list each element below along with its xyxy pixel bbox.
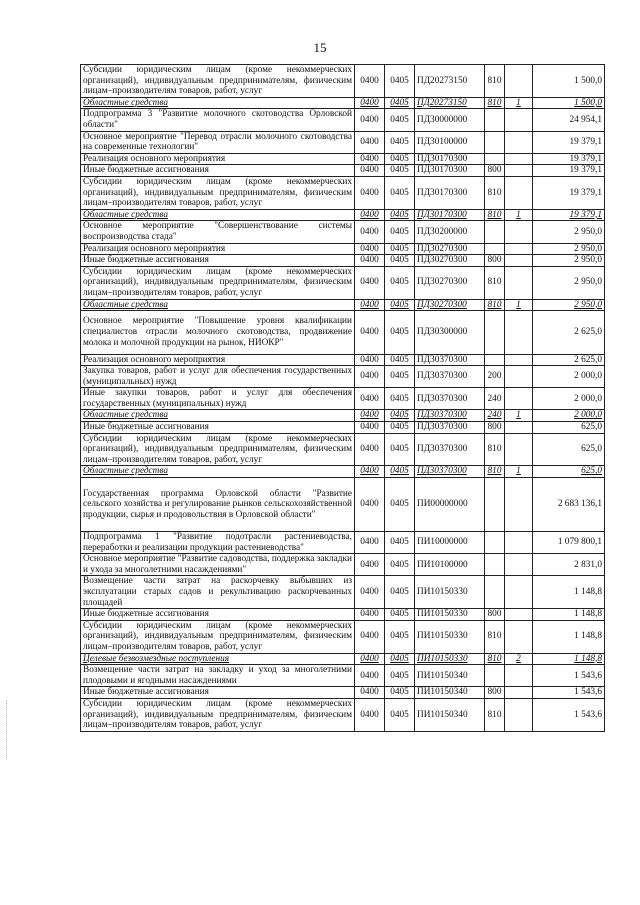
table-row (81, 65, 605, 98)
code-source (505, 433, 533, 466)
code-expense-type: 240 (485, 410, 505, 422)
row-name: Субсидии юридическим лицам (кроме некоммерческих организаций), индивидуальным предпринимателям, физическим лицам–производителям товаров, работ, услуг (81, 176, 355, 209)
row-name: Областные средства (81, 466, 355, 478)
code-ved: 0400 (355, 65, 385, 98)
row-name: Возмещение части затрат на раскорчевку выбывших из эксплуатации старых садов и рекультивацию раскорчеванных площадей (81, 576, 355, 609)
code-target: ПД30270300 (415, 255, 485, 267)
code-expense-type: 810 (485, 266, 505, 299)
row-amount: 19 379,1 (533, 165, 605, 177)
source-row (81, 299, 605, 311)
row-name: Реализация основного мероприятия (81, 153, 355, 165)
code-expense-type: 800 (485, 609, 505, 621)
table-row (81, 478, 605, 532)
code-ved: 0400 (355, 209, 385, 221)
code-expense-type: 810 (485, 620, 505, 653)
code-target: ПД20273150 (415, 65, 485, 98)
code-ved: 0400 (355, 422, 385, 434)
code-expense-type (485, 221, 505, 243)
code-ved: 0400 (355, 176, 385, 209)
code-razdel: 0405 (385, 255, 415, 267)
table-row (81, 366, 605, 388)
row-amount: 1 079 800,1 (533, 532, 605, 554)
code-source (505, 554, 533, 576)
row-name: Основное мероприятие "Повышение уровня квалификации специалистов отрасли молочного скотоводства, продвижение молока и молочной продукции на рынок, НИОКР" (81, 311, 355, 354)
code-razdel: 0405 (385, 176, 415, 209)
code-razdel: 0405 (385, 311, 415, 354)
code-razdel: 0405 (385, 97, 415, 109)
code-source (505, 388, 533, 410)
table-row (81, 165, 605, 177)
code-source (505, 422, 533, 434)
row-amount: 2 625,0 (533, 311, 605, 354)
code-source (505, 65, 533, 98)
row-name: Основное мероприятие "Совершенствование системы воспроизводства стада" (81, 221, 355, 243)
source-row (81, 410, 605, 422)
code-expense-type (485, 554, 505, 576)
code-source (505, 109, 533, 131)
code-source (505, 176, 533, 209)
code-target: ПИ10150330 (415, 576, 485, 609)
table-row (81, 109, 605, 131)
code-expense-type (485, 311, 505, 354)
table-row (81, 311, 605, 354)
row-name: Областные средства (81, 209, 355, 221)
row-amount: 2 625,0 (533, 354, 605, 366)
code-expense-type: 810 (485, 209, 505, 221)
row-amount: 2 950,0 (533, 299, 605, 311)
table-row (81, 354, 605, 366)
code-source (505, 165, 533, 177)
code-razdel: 0405 (385, 299, 415, 311)
row-amount: 24 954,1 (533, 109, 605, 131)
row-amount: 2 683 136,1 (533, 478, 605, 532)
code-source: 1 (505, 410, 533, 422)
row-amount: 1 500,0 (533, 65, 605, 98)
code-ved: 0400 (355, 388, 385, 410)
table-row (81, 665, 605, 687)
code-source (505, 153, 533, 165)
row-amount: 1 148,8 (533, 620, 605, 653)
page-number: 15 (313, 40, 327, 55)
table-row (81, 532, 605, 554)
table-row (81, 554, 605, 576)
code-source (505, 576, 533, 609)
row-name: Субсидии юридическим лицам (кроме некоммерческих организаций), индивидуальным предпринимателям, физическим лицам–производителям товаров, работ, услуг (81, 266, 355, 299)
row-name: Субсидии юридическим лицам (кроме некоммерческих организаций), индивидуальным предпринимателям, физическим лицам–производителям товаров, работ, услуг (81, 65, 355, 98)
code-razdel: 0405 (385, 422, 415, 434)
scan-margin-mark (6, 700, 9, 760)
code-ved: 0400 (355, 478, 385, 532)
row-name: Иные закупки товаров, работ и услуг для обеспечения государственных (муниципальных) нужд (81, 388, 355, 410)
code-target: ПД30370300 (415, 433, 485, 466)
row-amount: 19 379,1 (533, 153, 605, 165)
code-ved: 0400 (355, 609, 385, 621)
table-row (81, 255, 605, 267)
code-expense-type: 200 (485, 366, 505, 388)
table-row (81, 609, 605, 621)
code-expense-type: 810 (485, 466, 505, 478)
code-ved: 0400 (355, 620, 385, 653)
code-razdel: 0405 (385, 410, 415, 422)
code-ved: 0400 (355, 165, 385, 177)
code-source (505, 698, 533, 731)
code-target: ПД20273150 (415, 97, 485, 109)
row-amount: 2 950,0 (533, 221, 605, 243)
code-source (505, 243, 533, 255)
budget-table (80, 64, 605, 732)
code-ved: 0400 (355, 266, 385, 299)
row-name: Областные средства (81, 97, 355, 109)
row-amount: 2 000,0 (533, 366, 605, 388)
table-row (81, 266, 605, 299)
row-amount: 19 379,1 (533, 209, 605, 221)
source-row (81, 209, 605, 221)
code-expense-type: 800 (485, 165, 505, 177)
code-source (505, 354, 533, 366)
table-row (81, 176, 605, 209)
code-razdel: 0405 (385, 576, 415, 609)
table-row (81, 576, 605, 609)
row-amount: 19 379,1 (533, 176, 605, 209)
code-ved: 0400 (355, 433, 385, 466)
row-amount: 625,0 (533, 466, 605, 478)
row-name: Иные бюджетные ассигнования (81, 255, 355, 267)
code-expense-type (485, 576, 505, 609)
code-expense-type: 810 (485, 176, 505, 209)
row-amount: 2 000,0 (533, 388, 605, 410)
code-expense-type: 240 (485, 388, 505, 410)
source-row (81, 97, 605, 109)
code-source (505, 665, 533, 687)
code-target: ПД30270300 (415, 243, 485, 255)
table-row (81, 388, 605, 410)
row-amount: 19 379,1 (533, 131, 605, 153)
code-razdel: 0405 (385, 665, 415, 687)
table-row (81, 153, 605, 165)
code-target: ПД30370300 (415, 366, 485, 388)
row-name: Иные бюджетные ассигнования (81, 687, 355, 699)
code-razdel: 0405 (385, 266, 415, 299)
code-razdel: 0405 (385, 687, 415, 699)
code-ved: 0400 (355, 653, 385, 665)
code-source: 1 (505, 466, 533, 478)
row-name: Основное мероприятие "Перевод отрасли молочного скотоводства на современные технологии" (81, 131, 355, 153)
code-target: ПД30370300 (415, 354, 485, 366)
code-source (505, 311, 533, 354)
code-source (505, 366, 533, 388)
code-expense-type (485, 243, 505, 255)
code-expense-type: 800 (485, 422, 505, 434)
code-source: 1 (505, 209, 533, 221)
code-ved: 0400 (355, 153, 385, 165)
code-expense-type: 810 (485, 299, 505, 311)
code-razdel: 0405 (385, 366, 415, 388)
code-ved: 0400 (355, 410, 385, 422)
table-row (81, 698, 605, 731)
code-source: 1 (505, 299, 533, 311)
row-name: Областные средства (81, 299, 355, 311)
table-row (81, 221, 605, 243)
row-amount: 2 950,0 (533, 266, 605, 299)
row-name: Закупка товаров, работ и услуг для обеспечения государственных (муниципальных) нужд (81, 366, 355, 388)
code-razdel: 0405 (385, 532, 415, 554)
code-ved: 0400 (355, 532, 385, 554)
row-name: Субсидии юридическим лицам (кроме некоммерческих организаций), индивидуальным предпринимателям, физическим лицам–производителям товаров, работ, услуг (81, 433, 355, 466)
code-expense-type (485, 478, 505, 532)
row-name: Иные бюджетные ассигнования (81, 422, 355, 434)
row-amount: 2 950,0 (533, 243, 605, 255)
code-expense-type (485, 131, 505, 153)
code-source (505, 532, 533, 554)
code-ved: 0400 (355, 299, 385, 311)
row-name: Реализация основного мероприятия (81, 243, 355, 255)
row-amount: 1 148,8 (533, 576, 605, 609)
code-target: ПИ10150330 (415, 609, 485, 621)
code-ved: 0400 (355, 554, 385, 576)
code-razdel: 0405 (385, 609, 415, 621)
code-expense-type: 810 (485, 97, 505, 109)
row-amount: 625,0 (533, 422, 605, 434)
code-source (505, 609, 533, 621)
code-source (505, 221, 533, 243)
code-ved: 0400 (355, 97, 385, 109)
code-expense-type: 810 (485, 65, 505, 98)
row-name: Подпрограмма 3 "Развитие молочного скотоводства Орловской области" (81, 109, 355, 131)
code-ved: 0400 (355, 131, 385, 153)
code-expense-type (485, 153, 505, 165)
code-source: 1 (505, 97, 533, 109)
code-razdel: 0405 (385, 221, 415, 243)
code-target: ПД30300000 (415, 311, 485, 354)
code-razdel: 0405 (385, 65, 415, 98)
row-amount: 1 148,8 (533, 609, 605, 621)
row-name: Реализация основного мероприятия (81, 354, 355, 366)
table-row (81, 620, 605, 653)
code-target: ПИ10150340 (415, 665, 485, 687)
code-expense-type: 800 (485, 687, 505, 699)
code-target: ПД30370300 (415, 388, 485, 410)
row-name: Государственная программа Орловской области "Развитие сельского хозяйства и регулирование рынков сельскохозяйственной продукции, сырья и продовольствия в Орловской области" (81, 478, 355, 532)
code-target: ПИ10150340 (415, 687, 485, 699)
code-target: ПИ10000000 (415, 532, 485, 554)
code-razdel: 0405 (385, 433, 415, 466)
row-name: Субсидии юридическим лицам (кроме некоммерческих организаций), индивидуальным предпринимателям, физическим лицам–производителям товаров, работ, услуг (81, 620, 355, 653)
code-razdel: 0405 (385, 554, 415, 576)
code-razdel: 0405 (385, 698, 415, 731)
row-amount: 1 543,6 (533, 687, 605, 699)
code-ved: 0400 (355, 109, 385, 131)
code-target: ПД30170300 (415, 209, 485, 221)
code-ved: 0400 (355, 255, 385, 267)
code-source: 2 (505, 653, 533, 665)
code-ved: 0400 (355, 576, 385, 609)
row-name: Областные средства (81, 410, 355, 422)
code-razdel: 0405 (385, 165, 415, 177)
code-target: ПД30000000 (415, 109, 485, 131)
row-name: Иные бюджетные ассигнования (81, 165, 355, 177)
code-source (505, 255, 533, 267)
row-amount: 2 950,0 (533, 255, 605, 267)
table-row (81, 422, 605, 434)
row-amount: 2 831,0 (533, 554, 605, 576)
table-row (81, 243, 605, 255)
code-razdel: 0405 (385, 243, 415, 255)
row-name: Иные бюджетные ассигнования (81, 609, 355, 621)
row-amount: 1 543,6 (533, 665, 605, 687)
table-row (81, 687, 605, 699)
code-target: ПД30370300 (415, 410, 485, 422)
code-target: ПИ10100000 (415, 554, 485, 576)
row-name: Субсидии юридическим лицам (кроме некоммерческих организаций), индивидуальным предпринимателям, физическим лицам–производителям товаров, работ, услуг (81, 698, 355, 731)
code-razdel: 0405 (385, 354, 415, 366)
code-ved: 0400 (355, 687, 385, 699)
table-row (81, 433, 605, 466)
source-row (81, 653, 605, 665)
code-expense-type: 810 (485, 653, 505, 665)
code-razdel: 0405 (385, 620, 415, 653)
code-razdel: 0405 (385, 478, 415, 532)
code-expense-type (485, 532, 505, 554)
code-target: ПД30270300 (415, 299, 485, 311)
code-ved: 0400 (355, 243, 385, 255)
code-ved: 0400 (355, 354, 385, 366)
code-razdel: 0405 (385, 653, 415, 665)
code-razdel: 0405 (385, 209, 415, 221)
code-target: ПИ10150330 (415, 653, 485, 665)
code-target: ПИ10150340 (415, 698, 485, 731)
row-amount: 1 543,6 (533, 698, 605, 731)
code-target: ПД30370300 (415, 466, 485, 478)
code-source (505, 131, 533, 153)
code-target: ПД30100000 (415, 131, 485, 153)
code-razdel: 0405 (385, 153, 415, 165)
code-target: ПД30200000 (415, 221, 485, 243)
code-ved: 0400 (355, 698, 385, 731)
code-expense-type: 810 (485, 698, 505, 731)
code-expense-type: 800 (485, 255, 505, 267)
code-target: ПД30170300 (415, 153, 485, 165)
row-name: Возмещение части затрат на закладку и уход за многолетними плодовыми и ягодными насаждениями (81, 665, 355, 687)
row-amount: 625,0 (533, 433, 605, 466)
code-expense-type (485, 354, 505, 366)
code-ved: 0400 (355, 311, 385, 354)
code-target: ПД30370300 (415, 422, 485, 434)
code-ved: 0400 (355, 665, 385, 687)
code-razdel: 0405 (385, 388, 415, 410)
code-razdel: 0405 (385, 109, 415, 131)
code-expense-type (485, 665, 505, 687)
code-source (505, 266, 533, 299)
code-target: ПД30270300 (415, 266, 485, 299)
code-target: ПД30170300 (415, 165, 485, 177)
row-name: Подпрограмма 1 "Развитие подотрасли растениеводства, переработки и реализации продукции растениеводства" (81, 532, 355, 554)
row-name: Основное мероприятие "Развитие садоводства, поддержка закладки и ухода за многолетними насаждениями" (81, 554, 355, 576)
row-name: Целевые безвозмездные поступления (81, 653, 355, 665)
code-target: ПД30170300 (415, 176, 485, 209)
row-amount: 1 148,8 (533, 653, 605, 665)
code-ved: 0400 (355, 466, 385, 478)
code-razdel: 0405 (385, 131, 415, 153)
source-row (81, 466, 605, 478)
code-expense-type (485, 109, 505, 131)
code-target: ПИ00000000 (415, 478, 485, 532)
code-expense-type: 810 (485, 433, 505, 466)
row-amount: 2 000,0 (533, 410, 605, 422)
code-source (505, 620, 533, 653)
code-source (505, 478, 533, 532)
code-ved: 0400 (355, 221, 385, 243)
code-razdel: 0405 (385, 466, 415, 478)
code-target: ПИ10150330 (415, 620, 485, 653)
code-ved: 0400 (355, 366, 385, 388)
row-amount: 1 500,0 (533, 97, 605, 109)
table-row (81, 131, 605, 153)
code-source (505, 687, 533, 699)
